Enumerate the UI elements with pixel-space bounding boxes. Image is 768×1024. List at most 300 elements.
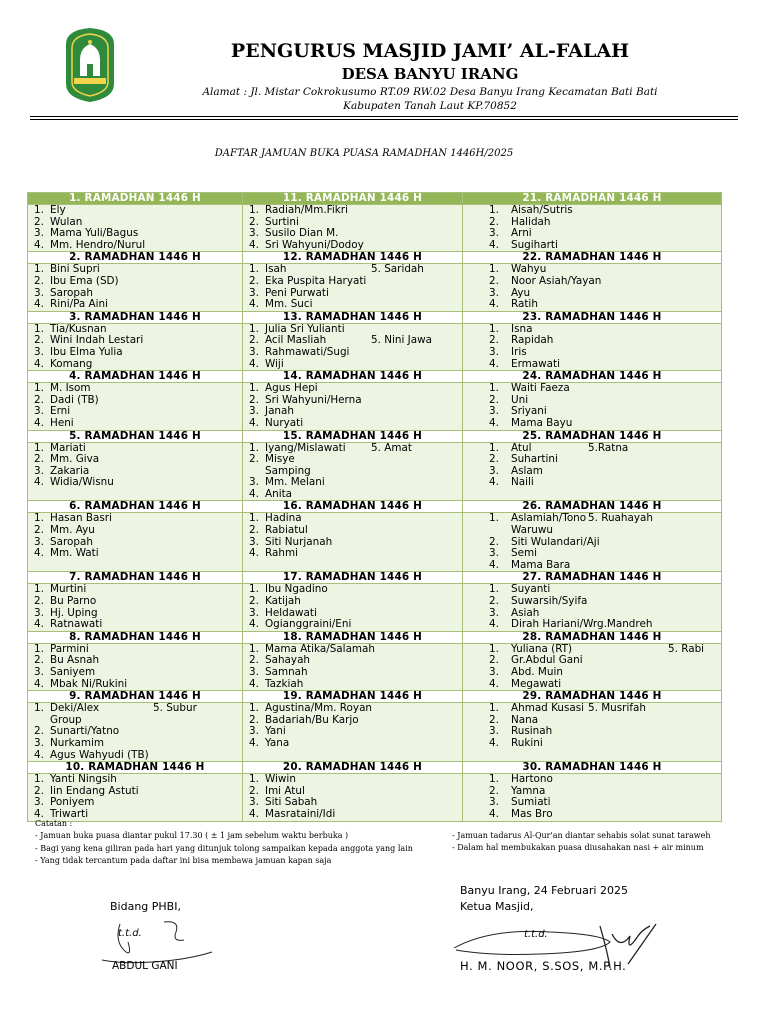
item-number: 3. bbox=[489, 228, 499, 240]
names-list bbox=[28, 383, 242, 429]
item-number: 4. bbox=[489, 808, 499, 820]
note-item: - Dalam hal membukakan puasa diusahakan nasi + air minum bbox=[452, 843, 704, 853]
right-ttd-mark: t.t.d. bbox=[524, 929, 548, 940]
item-number: 3. bbox=[249, 536, 259, 548]
attendee-name: Suyanti bbox=[511, 584, 551, 596]
schedule-header-row bbox=[28, 371, 722, 383]
day-names-cell bbox=[243, 383, 463, 430]
day-header bbox=[243, 193, 463, 205]
day-names-cell bbox=[28, 774, 243, 821]
list-item bbox=[243, 786, 462, 798]
left-signatory-name: ABDUL GANI bbox=[112, 960, 178, 972]
item-number: 4. bbox=[249, 417, 259, 429]
list-item bbox=[28, 608, 242, 620]
attendee-name: Nuryati bbox=[265, 417, 304, 429]
attendee-name: Arni bbox=[511, 228, 532, 240]
attendee-name: Samnah bbox=[265, 667, 308, 678]
item-number: 2. bbox=[249, 454, 259, 466]
day-header bbox=[463, 572, 722, 584]
item-number: 3. bbox=[249, 607, 259, 619]
day-names-cell bbox=[463, 383, 722, 430]
attendee-name: Mbak Ni/Rukini bbox=[50, 678, 128, 690]
list-item bbox=[243, 217, 462, 229]
attendee-name: Wahyu bbox=[511, 264, 547, 276]
attendee-name: Imi Atul bbox=[265, 785, 305, 797]
day-header bbox=[463, 691, 722, 703]
day-names-cell bbox=[28, 383, 243, 430]
attendee-name: Rukini bbox=[511, 737, 543, 749]
attendee-name: Wini Indah Lestari bbox=[50, 335, 144, 347]
schedule-names-row bbox=[28, 205, 722, 252]
list-item bbox=[463, 726, 721, 738]
item-number: 1. bbox=[34, 323, 44, 335]
attendee-name: Agus Hepi bbox=[265, 383, 318, 395]
list-item bbox=[28, 395, 242, 407]
list-item bbox=[463, 596, 721, 608]
list-item bbox=[463, 288, 721, 300]
attendee-name: Peni Purwati bbox=[265, 287, 329, 299]
day-header bbox=[463, 631, 722, 643]
day-names-cell bbox=[243, 703, 463, 762]
item-number: 1. bbox=[489, 323, 499, 335]
attendee-name: Yamna bbox=[511, 785, 546, 797]
day-label: 3. RAMADHAN 1446 H bbox=[69, 310, 201, 323]
list-item bbox=[243, 454, 462, 466]
item-number: 3. bbox=[489, 548, 499, 560]
mosque-logo-icon bbox=[60, 26, 120, 104]
list-item bbox=[243, 715, 462, 727]
list-item bbox=[243, 738, 462, 750]
list-item bbox=[463, 774, 721, 786]
item-number: 2. bbox=[489, 536, 499, 548]
item-number: 2. bbox=[34, 596, 44, 608]
attendee-name: Mm. Giva bbox=[50, 454, 100, 466]
item-number: 3. bbox=[249, 406, 259, 418]
item-number: 1. bbox=[249, 513, 259, 525]
attendee-name: Erni bbox=[50, 406, 71, 418]
day-label: 28. RAMADHAN 1446 H bbox=[522, 630, 662, 643]
day-names-cell bbox=[28, 442, 243, 501]
list-item bbox=[28, 454, 242, 466]
names-list bbox=[28, 443, 242, 489]
item-number: 4. bbox=[34, 678, 44, 690]
day-names-cell bbox=[28, 643, 243, 690]
item-number: 4. bbox=[489, 678, 499, 690]
list-item bbox=[243, 797, 462, 809]
day-label: 10. RAMADHAN 1446 H bbox=[65, 761, 205, 774]
item-number: 2. bbox=[489, 596, 499, 608]
attendee-name: Surtini bbox=[265, 216, 299, 228]
list-item bbox=[243, 667, 462, 679]
list-item bbox=[28, 288, 242, 300]
day-names-cell bbox=[243, 584, 463, 631]
item-number: 4. bbox=[34, 239, 44, 251]
item-number: 4. bbox=[489, 299, 499, 311]
attendee-name: Agustina/Mm. Royan bbox=[265, 703, 373, 715]
attendee-name: Asiah bbox=[511, 607, 540, 619]
item-number: 2. bbox=[34, 216, 44, 228]
item-number: 2. bbox=[34, 335, 44, 347]
list-item bbox=[463, 240, 721, 252]
day-header bbox=[243, 371, 463, 383]
item-number: 1. bbox=[34, 205, 44, 216]
list-item bbox=[28, 797, 242, 809]
item-number: 2. bbox=[34, 785, 44, 797]
note-item: - Bagi yang kena giliran pada hari yang ditunjuk tolong sampaikan kepada anggota yang lain bbox=[35, 843, 413, 853]
item-number: 4. bbox=[249, 548, 259, 560]
attendee-name: M. Isom bbox=[50, 383, 91, 395]
list-item bbox=[463, 418, 721, 430]
list-item bbox=[463, 228, 721, 240]
item-number: 2. bbox=[489, 335, 499, 347]
list-item bbox=[243, 596, 462, 608]
attendee-name: Parmini bbox=[50, 643, 89, 655]
day-label: 18. RAMADHAN 1446 H bbox=[282, 630, 423, 643]
item-number: 3. bbox=[489, 726, 499, 738]
item-number: 4. bbox=[249, 678, 259, 690]
attendee-name: Bu Asnah bbox=[50, 655, 100, 667]
attendee-name: Gr.Abdul Gani bbox=[511, 655, 583, 667]
day-names-cell bbox=[463, 205, 722, 252]
day-header bbox=[463, 311, 722, 323]
day-names-cell bbox=[28, 584, 243, 631]
attendee-name: Hartono bbox=[511, 774, 553, 786]
signature-date: Banyu Irang, 24 Februari 2025 bbox=[460, 884, 628, 897]
item-number: 3. bbox=[34, 607, 44, 619]
item-number: 4. bbox=[34, 548, 44, 560]
list-item bbox=[243, 774, 462, 786]
schedule-names-row bbox=[28, 774, 722, 821]
attendee-name: Sri Wahyuni/Herna bbox=[265, 394, 362, 406]
note-item: - Yang tidak tercantum pada daftar ini bisa membawa jamuan kapan saja bbox=[35, 856, 332, 866]
list-item bbox=[243, 548, 462, 560]
attendee-name: Sahayah bbox=[265, 655, 311, 667]
attendee-name: Hadina bbox=[265, 513, 302, 525]
day-header bbox=[28, 501, 243, 513]
list-item bbox=[28, 466, 242, 478]
schedule-header-row bbox=[28, 572, 722, 584]
list-item bbox=[28, 217, 242, 229]
list-item bbox=[28, 774, 242, 786]
item-number: 3. bbox=[489, 607, 499, 619]
list-item bbox=[463, 324, 721, 336]
attendee-name: Mm. Hendro/Nurul bbox=[50, 239, 146, 251]
item-number: 4. bbox=[489, 239, 499, 251]
item-number: 3. bbox=[34, 797, 44, 809]
attendee-name: Ermawati bbox=[511, 358, 560, 370]
day-names-cell bbox=[463, 264, 722, 311]
item-number: 3. bbox=[489, 465, 499, 477]
item-number: 1. bbox=[34, 703, 44, 715]
list-item bbox=[463, 299, 721, 311]
attendee-name: Mm. Suci bbox=[265, 299, 313, 311]
day-names-cell bbox=[463, 513, 722, 572]
list-item bbox=[243, 228, 462, 240]
list-item bbox=[28, 335, 242, 347]
list-item bbox=[28, 738, 242, 750]
attendee-name: Agus Wahyudi (TB) bbox=[50, 749, 149, 761]
item-number: 1. bbox=[34, 383, 44, 395]
attendee-name: Iyang/Mislawati bbox=[265, 442, 346, 454]
list-item bbox=[28, 786, 242, 798]
names-list bbox=[243, 264, 462, 310]
list-item bbox=[463, 276, 721, 288]
attendee-name: Yani bbox=[265, 726, 286, 738]
item-number: 3. bbox=[489, 287, 499, 299]
item-number: 1. bbox=[34, 513, 44, 525]
item-number: 4. bbox=[34, 299, 44, 311]
list-item bbox=[243, 726, 462, 738]
item-number: 2. bbox=[34, 726, 44, 738]
list-item bbox=[463, 477, 721, 489]
item-number: 3. bbox=[249, 346, 259, 358]
attendee-name: Ahmad Kusasi bbox=[511, 703, 585, 715]
item-number: 2. bbox=[249, 596, 259, 608]
day-names-cell bbox=[28, 205, 243, 252]
list-item bbox=[243, 489, 462, 501]
item-number: 1. bbox=[489, 703, 499, 715]
day-label: 15. RAMADHAN 1446 H bbox=[282, 429, 423, 442]
list-item bbox=[463, 454, 721, 466]
day-names-cell bbox=[463, 703, 722, 762]
attendee-name: Suwarsih/Syifa bbox=[511, 596, 588, 608]
day-names-cell bbox=[463, 442, 722, 501]
item-number: 3. bbox=[489, 346, 499, 358]
attendee-name: Siti Sabah bbox=[265, 797, 318, 809]
day-names-cell bbox=[243, 643, 463, 690]
list-item bbox=[463, 619, 721, 631]
names-list bbox=[243, 443, 462, 501]
attendee-name: Mariati bbox=[50, 442, 86, 454]
item-number: 1. bbox=[34, 584, 44, 596]
extra-attendee: 5.Ratna bbox=[588, 441, 629, 454]
attendee-name: Semi bbox=[511, 548, 537, 560]
extra-attendee: 5. Saridah bbox=[371, 263, 424, 276]
day-header bbox=[28, 430, 243, 442]
item-number: 1. bbox=[489, 205, 499, 216]
list-item bbox=[28, 240, 242, 252]
attendee-name: Mama Atika/Salamah bbox=[265, 643, 376, 655]
item-number: 1. bbox=[249, 643, 259, 655]
day-header bbox=[28, 631, 243, 643]
names-list bbox=[243, 383, 462, 429]
attendee-name: Wulan bbox=[50, 216, 83, 228]
names-list bbox=[243, 644, 462, 690]
names-list bbox=[243, 584, 462, 630]
day-label: 12. RAMADHAN 1446 H bbox=[282, 251, 423, 264]
attendee-name: Heni bbox=[50, 417, 74, 429]
attendee-name: Dadi (TB) bbox=[50, 394, 99, 406]
day-header bbox=[28, 371, 243, 383]
attendee-name: Sumiati bbox=[511, 797, 551, 809]
day-label: 1. RAMADHAN 1446 H bbox=[69, 192, 201, 204]
day-label: 7. RAMADHAN 1446 H bbox=[69, 571, 201, 584]
note-item: - Jamuan buka puasa diantar pukul 17.30 ( ± 1 jam sebelum waktu berbuka ) bbox=[35, 831, 349, 841]
day-header bbox=[463, 430, 722, 442]
day-label: 8. RAMADHAN 1446 H bbox=[69, 630, 201, 643]
attendee-name: Susilo Dian M. bbox=[265, 228, 339, 240]
attendee-name: Acil Masliah bbox=[265, 335, 327, 347]
item-number: 2. bbox=[489, 394, 499, 406]
item-number: 2. bbox=[249, 275, 259, 287]
day-names-cell bbox=[243, 205, 463, 252]
attendee-name: Dirah Hariani/Wrg.Mandreh bbox=[511, 619, 653, 631]
day-header bbox=[243, 501, 463, 513]
schedule-header-row bbox=[28, 501, 722, 513]
item-number: 3. bbox=[249, 797, 259, 809]
attendee-name: Noor Asiah/Yayan bbox=[511, 275, 602, 287]
list-item bbox=[243, 359, 462, 371]
notes-left bbox=[35, 818, 413, 868]
day-label: 6. RAMADHAN 1446 H bbox=[69, 500, 201, 513]
list-item bbox=[28, 359, 242, 371]
schedule-header-row bbox=[28, 311, 722, 323]
attendee-name: Aslam bbox=[511, 465, 543, 477]
list-item bbox=[243, 537, 462, 549]
list-item bbox=[243, 406, 462, 418]
names-list bbox=[243, 774, 462, 820]
attendee-name: Naili bbox=[511, 477, 534, 489]
extra-attendee: 5. Rabi bbox=[668, 642, 705, 655]
list-item bbox=[463, 466, 721, 478]
attendee-name: Abd. Muin bbox=[511, 667, 563, 678]
day-header bbox=[463, 252, 722, 264]
day-names-cell bbox=[243, 774, 463, 821]
attendee-name: Misye bbox=[265, 454, 295, 466]
attendee-name: Iris bbox=[511, 346, 527, 358]
day-label: 30. RAMADHAN 1446 H bbox=[522, 761, 662, 774]
names-list bbox=[28, 584, 242, 630]
item-number: 1. bbox=[489, 584, 499, 596]
schedule-names-row bbox=[28, 643, 722, 690]
attendee-name: Saropah bbox=[50, 536, 93, 548]
attendee-name: Aslamiah/Tono bbox=[511, 513, 587, 525]
list-item bbox=[463, 715, 721, 727]
list-item bbox=[243, 608, 462, 620]
list-item bbox=[28, 644, 242, 656]
item-number: 2. bbox=[34, 275, 44, 287]
attendee-name: Uni bbox=[511, 394, 529, 406]
item-number: 1. bbox=[249, 584, 259, 596]
day-header bbox=[243, 311, 463, 323]
list-item bbox=[463, 335, 721, 347]
attendee-name: Anita bbox=[265, 488, 293, 500]
attendee-name: Waiti Faeza bbox=[511, 383, 570, 395]
list-item bbox=[28, 276, 242, 288]
names-list bbox=[243, 703, 462, 749]
item-number: 2. bbox=[34, 525, 44, 537]
item-number: 4. bbox=[489, 737, 499, 749]
list-item bbox=[463, 205, 721, 217]
day-header bbox=[463, 193, 722, 205]
day-header bbox=[28, 691, 243, 703]
day-label: 29. RAMADHAN 1446 H bbox=[522, 690, 662, 703]
schedule-names-row bbox=[28, 323, 722, 370]
attendee-name: Wiwin bbox=[265, 774, 296, 786]
item-number: 4. bbox=[489, 417, 499, 429]
attendee-name: Isah bbox=[265, 264, 287, 276]
day-label: 27. RAMADHAN 1446 H bbox=[522, 571, 662, 584]
list-item bbox=[28, 655, 242, 667]
attendee-name: Ayu bbox=[511, 287, 531, 299]
list-item bbox=[28, 715, 242, 727]
day-label: 2. RAMADHAN 1446 H bbox=[69, 251, 201, 264]
list-item bbox=[28, 537, 242, 549]
list-item bbox=[463, 525, 721, 537]
attendee-name: Mm. Melani bbox=[265, 477, 325, 489]
list-item bbox=[28, 418, 242, 430]
item-number: 4. bbox=[489, 358, 499, 370]
day-header bbox=[243, 430, 463, 442]
attendee-name: Sri Wahyuni/Dodoy bbox=[265, 239, 364, 251]
list-item bbox=[463, 608, 721, 620]
attendee-name: Mama Bayu bbox=[511, 417, 573, 429]
day-header bbox=[28, 193, 243, 205]
attendee-name: Zakaria bbox=[50, 465, 90, 477]
list-item bbox=[463, 786, 721, 798]
item-number: 3. bbox=[249, 287, 259, 299]
list-item bbox=[463, 383, 721, 395]
attendee-name: Halidah bbox=[511, 216, 551, 228]
item-number: 4. bbox=[489, 619, 499, 631]
attendee-name: Rusinah bbox=[511, 726, 553, 738]
attendee-name: Ibu Ngadino bbox=[265, 584, 328, 596]
day-header bbox=[243, 631, 463, 643]
list-item bbox=[243, 513, 462, 525]
names-list bbox=[463, 324, 721, 370]
item-number: 2. bbox=[34, 454, 44, 466]
item-number: 2. bbox=[489, 454, 499, 466]
item-number: 4. bbox=[249, 299, 259, 311]
item-number: 1. bbox=[249, 205, 259, 216]
attendee-name: Rahmi bbox=[265, 548, 298, 560]
names-list bbox=[243, 324, 462, 370]
item-number: 4. bbox=[34, 417, 44, 429]
extra-attendee: 5. Subur bbox=[153, 702, 197, 715]
item-number: 3. bbox=[489, 406, 499, 418]
right-signatory-role: Ketua Masjid, bbox=[460, 900, 534, 913]
item-number: 2. bbox=[249, 525, 259, 537]
attendee-name: Nana bbox=[511, 714, 539, 726]
schedule-header-row bbox=[28, 252, 722, 264]
item-number: 3. bbox=[249, 228, 259, 240]
item-number: 4. bbox=[489, 559, 499, 571]
list-item bbox=[463, 809, 721, 821]
attendee-name: Rabiatul bbox=[265, 525, 308, 537]
day-label: 24. RAMADHAN 1446 H bbox=[522, 370, 662, 383]
names-list bbox=[463, 383, 721, 429]
list-item bbox=[243, 264, 462, 276]
attendee-name: Masrataini/Idi bbox=[265, 808, 336, 820]
schedule-names-row bbox=[28, 442, 722, 501]
day-label: 13. RAMADHAN 1446 H bbox=[282, 310, 423, 323]
address-line-2: Kabupaten Tanah Laut KP.70852 bbox=[343, 100, 517, 112]
list-item bbox=[243, 655, 462, 667]
item-number: 3. bbox=[34, 536, 44, 548]
attendee-name: Yanti Ningsih bbox=[50, 774, 117, 786]
day-names-cell bbox=[463, 774, 722, 821]
day-header bbox=[28, 762, 243, 774]
list-item bbox=[243, 205, 462, 217]
item-number: 4. bbox=[34, 619, 44, 631]
attendee-name: Siti Wulandari/Aji bbox=[511, 536, 600, 548]
list-item bbox=[463, 264, 721, 276]
attendee-name: Mama Bara bbox=[511, 559, 571, 571]
names-list bbox=[28, 513, 242, 559]
extra-attendee: 5. Nini Jawa bbox=[371, 334, 432, 347]
list-item bbox=[243, 418, 462, 430]
note-item: - Jamuan tadarus Al-Qur'an diantar sehabis solat sunat taraweh bbox=[452, 831, 711, 840]
